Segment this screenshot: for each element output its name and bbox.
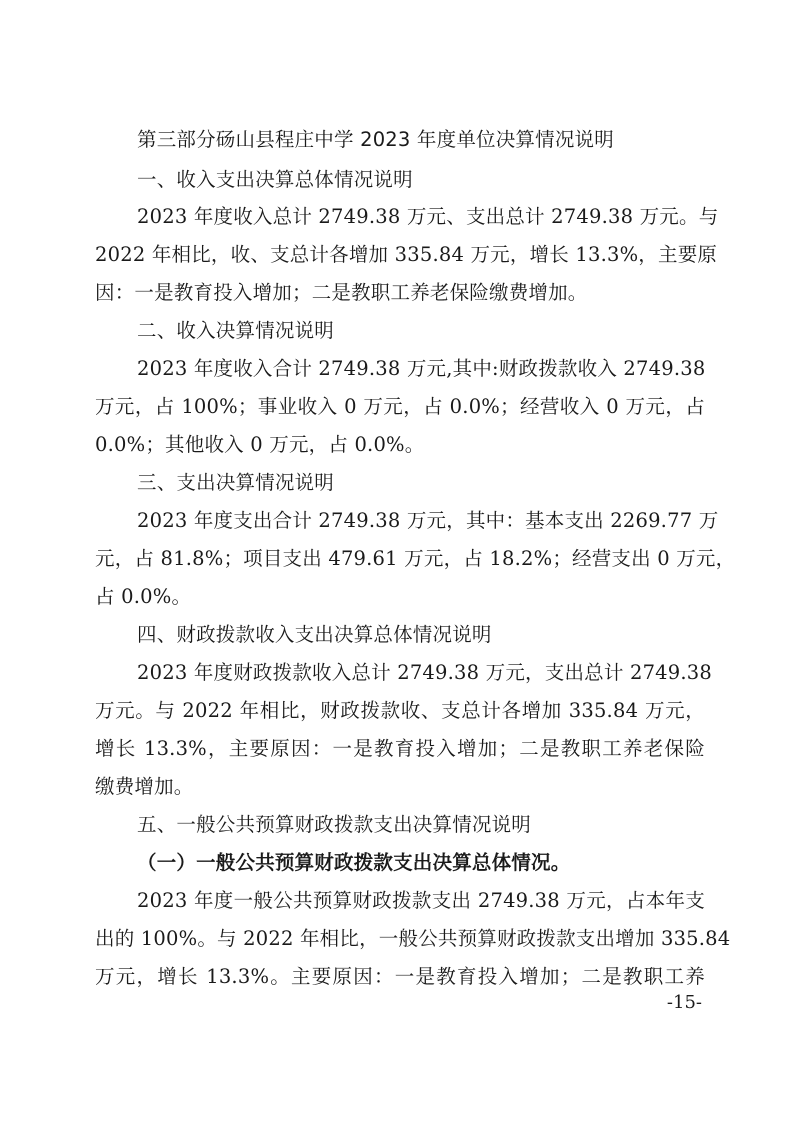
section-heading-1: 一、收入支出决算总体情况说明 xyxy=(137,168,413,191)
paragraph-line: 2023 年度财政拨款收入总计 2749.38 万元，支出总计 2749.38 xyxy=(137,661,712,684)
paragraph-line: 因：一是教育投入增加；二是教职工养老保险缴费增加。 xyxy=(95,281,588,304)
paragraph-line: 2023 年度收入合计 2749.38 万元,其中:财政拨款收入 2749.38 xyxy=(137,357,706,380)
paragraph-line: 万元。与 2022 年相比，财政拨款收、支总计各增加 335.84 万元， xyxy=(95,699,705,722)
paragraph-line: 0.0%；其他收入 0 万元，占 0.0%。 xyxy=(95,433,425,456)
document-title: 第三部分砀山县程庄中学 2023 年度单位决算情况说明 xyxy=(137,128,614,151)
paragraph-line: 万元，占 100%；事业收入 0 万元，占 0.0%；经营收入 0 万元，占 xyxy=(95,395,705,418)
paragraph-line: 2023 年度收入总计 2749.38 万元、支出总计 2749.38 万元。与 xyxy=(137,205,719,228)
page-number: -15- xyxy=(666,992,702,1013)
paragraph-line: 元，占 81.8%；项目支出 479.61 万元，占 18.2%；经营支出 0 万元， xyxy=(95,547,736,570)
paragraph-line: 万元，增长 13.3%。主要原因：一是教育投入增加；二是教职工养 xyxy=(95,965,705,988)
paragraph-line: 缴费增加。 xyxy=(95,775,194,798)
paragraph-line: 2023 年度支出合计 2749.38 万元，其中：基本支出 2269.77 万 xyxy=(137,509,719,532)
subsection-heading: （一）一般公共预算财政拨款支出决算总体情况。 xyxy=(137,851,571,874)
paragraph-line: 2023 年度一般公共预算财政拨款支出 2749.38 万元，占本年支 xyxy=(137,889,705,912)
section-heading-4: 四、财政拨款收入支出决算总体情况说明 xyxy=(137,623,492,646)
paragraph-line: 占 0.0%。 xyxy=(95,585,192,608)
section-heading-5: 五、一般公共预算财政拨款支出决算情况说明 xyxy=(137,813,532,836)
paragraph-line: 出的 100%。与 2022 年相比，一般公共预算财政拨款支出增加 335.84 xyxy=(95,927,731,950)
section-heading-2: 二、收入决算情况说明 xyxy=(137,319,335,342)
paragraph-line: 增长 13.3%，主要原因：一是教育投入增加；二是教职工养老保险 xyxy=(95,737,705,760)
paragraph-line: 2022 年相比，收、支总计各增加 335.84 万元，增长 13.3%，主要原 xyxy=(95,243,718,266)
section-heading-3: 三、支出决算情况说明 xyxy=(137,471,335,494)
